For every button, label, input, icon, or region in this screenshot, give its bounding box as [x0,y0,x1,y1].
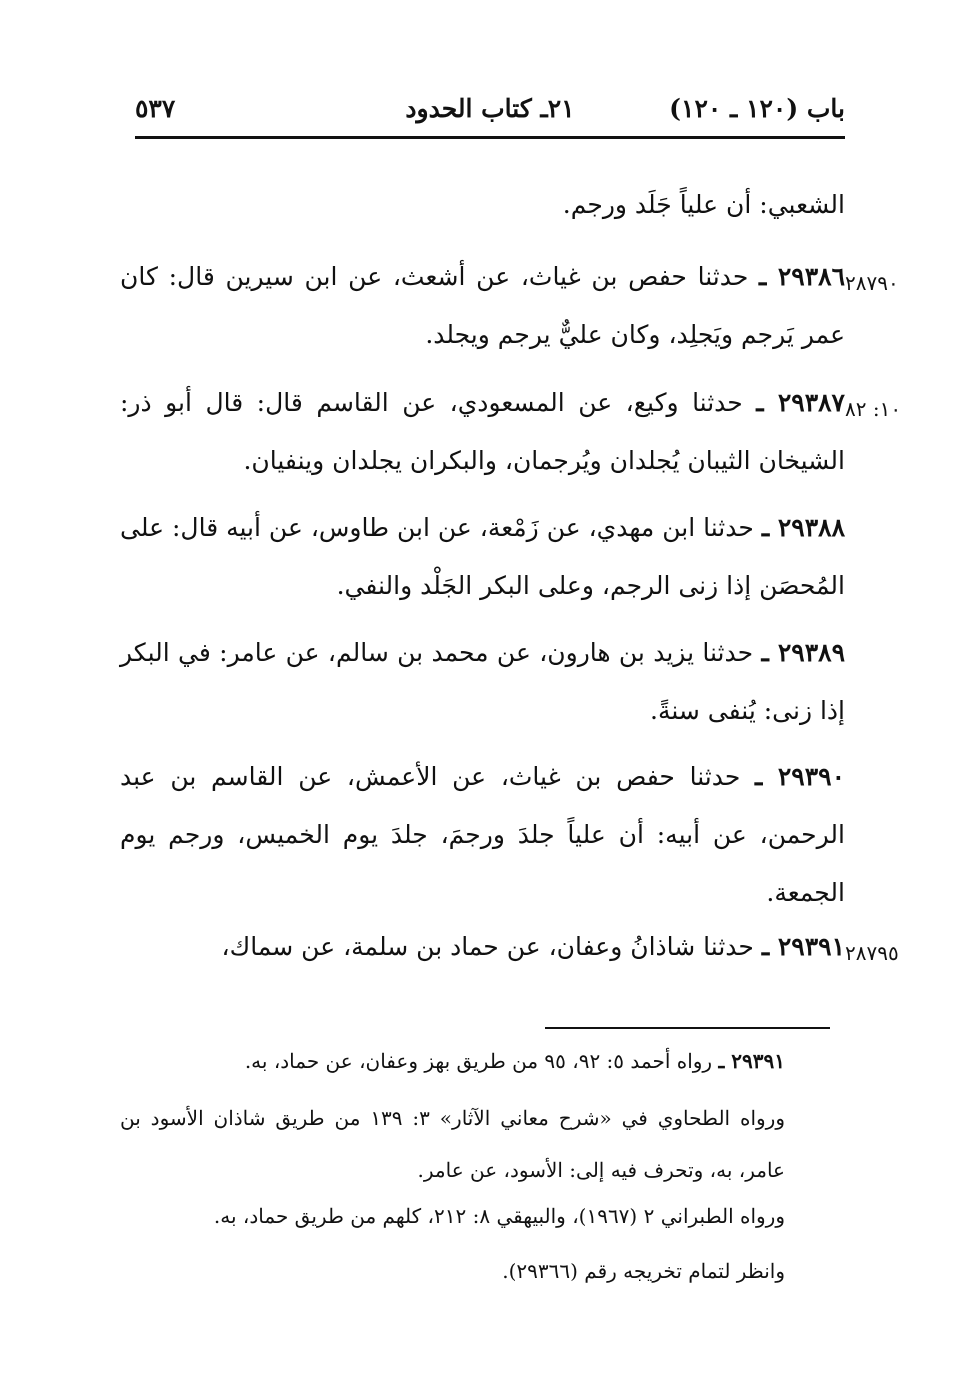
hadith-paragraph [120,624,845,740]
book-title: ٢١ـ كتاب الحدود [405,94,575,123]
hadith-text: حدثنا حفص بن غياث، عن الأعمش، عن القاسم بن عبد الرحمن، عن أبيه: أن علياً جلدَ ورجمَ، جلدَ يوم الخميس، ورجم يوم الجمعة. [120,762,845,907]
margin-reference: ٢٨٧٩٥ [845,941,899,965]
page-number: ٥٣٧ [135,94,176,123]
hadith-paragraph [120,499,845,615]
hadith-number: ٢٩٣٨٨ ـ [761,513,845,542]
footnote [120,1190,785,1242]
hadith-number: ٢٩٣٩٠ ـ [755,762,846,791]
margin-reference: ٢٨٧٩٠ [845,271,899,295]
hadith-paragraph [120,248,845,364]
footnote-text: ورواه الطحاوي في «شرح معاني الآثار» ٣: ١٣٩ من طريق شاذان الأسود بن عامر، به، وتحرف فيه إلى: الأسود، عن عامر. [120,1106,785,1182]
continuation-paragraph: الشعبي: أن علياً جَلَد ورجم. [562,190,845,219]
hadith-paragraph [120,748,845,922]
chapter-title: باب (١٢٠ ـ ١٢٠) [669,94,845,123]
hadith-number: ٢٩٣٨٩ ـ [761,638,845,667]
hadith-paragraph [120,918,845,976]
hadith-text: حدثنا وكيع، عن المسعودي، عن القاسم قال: قال أبو ذر: الشيخان الثيبان يُجلدان ويُرجمان، والبكران يجلدان وينفيان. [120,388,845,475]
footnote [120,1245,785,1297]
footnote [120,1035,785,1087]
footnote-text: ورواه الطبراني ٢ (١٩٦٧)، والبيهقي ٨: ٢١٢، كلهم من طريق حماد، به. [213,1204,785,1228]
footnote-text: رواه أحمد ٥: ٩٢، ٩٥ من طريق بهز وعفان، عن حماد، به. [244,1049,713,1073]
margin-reference: ١٠: ٨٢ [845,397,902,421]
hadith-number: ٢٩٣٨٦ ـ [759,262,845,291]
hadith-number: ٢٩٣٩١ ـ [761,932,845,961]
page-header [135,88,845,144]
hadith-text: حدثنا شاذانُ وعفان، عن حماد بن سلمة، عن سماك، [221,932,754,961]
hadith-paragraph [120,374,845,490]
hadith-text: حدثنا حفص بن غياث، عن أشعث، عن ابن سيرين قال: كان عمر يَرجم ويَجلِد، وكان عليٌّ يرجم ويجلد. [120,262,845,349]
hadith-text: حدثنا ابن مهدي، عن زَمْعة، عن ابن طاوس، عن أبيه قال: على المُحصَن إذا زنى الرجم، وعلى البكر الجَلْد والنفي. [120,513,845,600]
footnote-text: وانظر لتمام تخريجه رقم (٢٩٣٦٦). [502,1259,785,1283]
hadith-text: حدثنا يزيد بن هارون، عن محمد بن سالم، عن عامر: في البكر إذا زنى: يُنفى سنةً. [120,638,845,725]
hadith-number: ٢٩٣٨٧ ـ [756,388,845,417]
footnote-number: ٢٩٣٩١ ـ [718,1049,785,1073]
header-divider [135,136,845,139]
footnote [120,1092,785,1196]
footnote-divider [545,1027,830,1029]
